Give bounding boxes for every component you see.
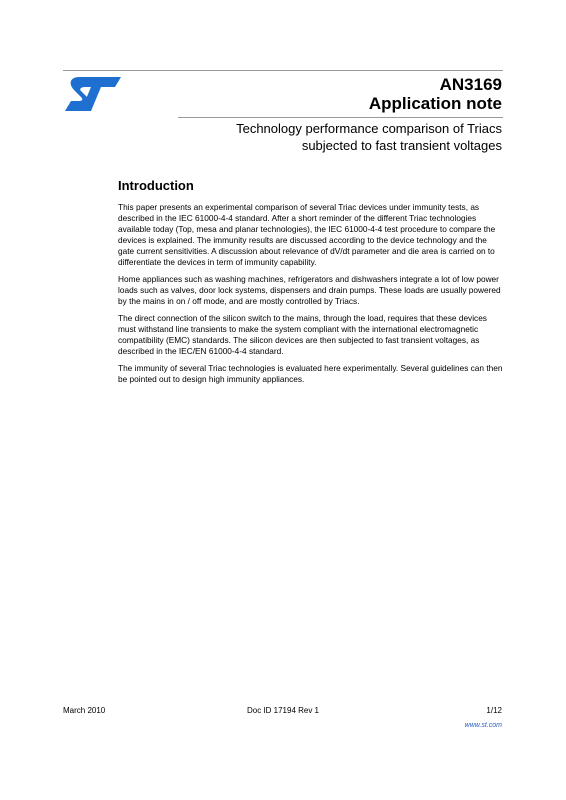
footer-date: March 2010 xyxy=(63,706,106,715)
main-content xyxy=(118,178,504,391)
subtitle-line-1: Technology performance comparison of Triacs xyxy=(236,121,502,136)
subtitle-line-2: subjected to fast transient voltages xyxy=(301,138,502,153)
doc-number: AN3169 xyxy=(439,75,502,94)
paragraph-3: The direct connection of the silicon switch to the mains, through the load, requires that these devices must withstand line transients to make the system compliant with the international electromagnetic compatibility (EMC) standards. The silicon devices are then subjected to fast transient voltages, as described in the IEC/EN 61000-4-4 standard. xyxy=(118,313,487,356)
paragraph-4: The immunity of several Triac technologies is evaluated here experimentally. Several guidelines can then be pointed out to design high immunity appliances. xyxy=(118,363,503,384)
st-logo xyxy=(63,75,123,113)
document-subtitle xyxy=(172,120,502,154)
footer-website-link[interactable]: www.st.com xyxy=(464,722,502,729)
footer-page-number: 1/12 xyxy=(486,706,502,715)
paragraph-1: This paper presents an experimental comparison of several Triac devices under immunity tests, as described in the IEC 61000-4-4 standard. After a short reminder of the different Triac technologies available today (Top, mesa and planar technologies), the IEC 61000-4-4 test procedure to compare the devices is explained. The immunity results are discussed according to the device technology and the gate current sensitivities. A discussion about relevance of dV/dt parameter and die area is carried on to differentiate the devices in term of immunity capability. xyxy=(118,202,496,267)
doc-type: Application note xyxy=(368,94,502,113)
paragraph-2: Home appliances such as washing machines, refrigerators and dishwashers integrate a lot of low power loads such as valves, door lock systems, dispensers and drain pumps. These loads are usually powered by the mains in on / off mode, and are mostly controlled by Triacs. xyxy=(118,274,501,306)
footer-doc-id: Doc ID 17194 Rev 1 xyxy=(246,706,320,715)
header-mid-rule xyxy=(178,117,503,118)
header-top-rule xyxy=(63,70,503,71)
section-heading: Introduction xyxy=(118,178,194,193)
